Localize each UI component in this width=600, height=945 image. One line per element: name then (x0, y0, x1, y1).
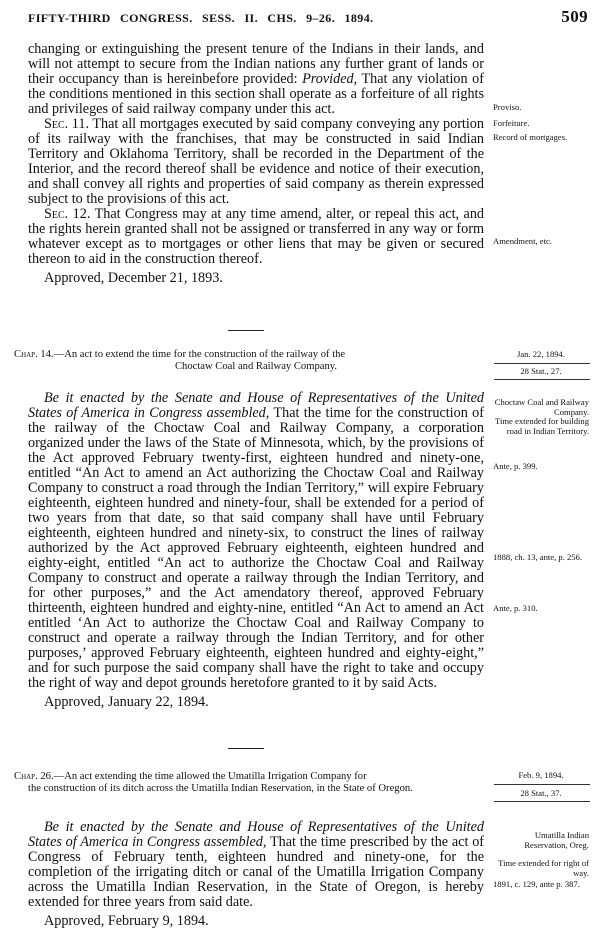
chapter-14-text (28, 391, 484, 710)
margin-date-feb-9: Feb. 9, 1894. (518, 770, 564, 780)
approved-line: Approved, January 22, 1894. (44, 694, 209, 710)
chapter-26-text (28, 820, 484, 929)
margin-rule (494, 801, 590, 802)
margin-note-1888: 1888, ch. 13, ante, p. 256. (493, 552, 583, 562)
chapter-label: Chap. 14. (14, 349, 54, 360)
chapter-label: Chap. 26. (14, 771, 54, 782)
margin-note-choctaw: Choctaw Coal and Railway Company. (494, 397, 589, 417)
margin-note-time-extended: Time extended for building road in Indian Territory. (495, 416, 589, 436)
running-header (28, 7, 588, 27)
enacting-clause: Be it enacted by the Senate and House of Representatives of the United States of America in Congress assembled, (28, 819, 484, 850)
margin-note-umatilla: Umatilla Indian Reservation, Oreg. (524, 830, 589, 850)
section-top-text (28, 42, 484, 286)
margin-note-proviso: Proviso. (493, 102, 522, 112)
chapter-14-heading (14, 349, 484, 372)
margin-statute: 28 Stat., 37. (520, 788, 562, 798)
margin-note-time-extended: Time extended for right of way. (498, 858, 589, 878)
chapter-26-heading (14, 771, 484, 794)
margin-note-ante-399: Ante, p. 399. (493, 461, 538, 471)
page-number: 509 (561, 7, 588, 26)
margin-statute: 28 Stat., 27. (520, 366, 562, 376)
section-divider (228, 330, 264, 331)
provided-word: Provided, (302, 71, 358, 87)
margin-date-jan-22: Jan. 22, 1894. (517, 349, 565, 359)
section-text: That Congress may at any time amend, alter, or repeal this act, and the rights herein granted shall not be assigned or transferred in any way or form whatever except as to mortgages or other liens that may be given or secured thereon to aid in the construction thereof. (28, 206, 485, 267)
section-label: Sec. 11. (44, 116, 90, 132)
margin-note-1891: 1891, c. 129, ante p. 387. (493, 879, 580, 889)
chapter-title-continued: the construction of its ditch across the Umatilla Indian Reservation, in the State of Oregon. (28, 782, 413, 794)
enacting-paragraph (28, 820, 484, 910)
margin-note-record: Record of mortgages. (493, 132, 568, 142)
paragraph-text: That any violation of the conditions mentioned in this section shall operate as a forfeiture of all rights and privileges of said railway company under this act. (28, 71, 484, 117)
section-label: Sec. 12. (44, 206, 91, 222)
chapter-title: —An act extending the time allowed the Umatilla Irrigation Company for (53, 771, 367, 782)
enacting-clause: Be it enacted by the Senate and House of Representatives of the United States of America in Congress assembled, (28, 390, 484, 421)
chapter-title: —An act to extend the time for the construction of the railway of the (53, 349, 346, 360)
paragraph-forfeiture (28, 42, 484, 117)
approved-line: Approved, February 9, 1894. (44, 913, 209, 929)
margin-rule (494, 363, 590, 364)
enacting-paragraph (28, 391, 484, 691)
section-divider (228, 748, 264, 749)
margin-note-amendment: Amendment, etc. (493, 236, 552, 246)
margin-rule (494, 784, 590, 785)
running-head: FIFTY-THIRD CONGRESS. SESS. II. CHS. 9–26. 1894. (28, 11, 374, 25)
margin-rule (494, 379, 590, 380)
act-text: That the time prescribed by the act of Congress of February tenth, eighteen hundred and ninety-one, for the completion of the irrigating ditch or canal of the Umatilla Irrigation Company across the Umatilla Indian Reservation, in the State of Oregon, is hereby extended for three years from said date. (28, 834, 485, 910)
paragraph-text: changing or extinguishing the present tenure of the Indians in their lands, and will not attempt to secure from the Indian nations any further grant of lands or their occupancy than is hereinbefore provided: (28, 41, 484, 87)
margin-note-forfeiture: Forfeiture. (493, 118, 530, 128)
section-text: That all mortgages executed by said company conveying any portion of its railway with the franchises, that may be constructed in said Indian Territory and Oklahoma Territory, shall be recorded in the Department of the Interior, and the record thereof shall be evidence and notice of their execution, and shall convey all rights and properties of said company as therein expressed subject to the provisions of this act. (28, 116, 484, 207)
section-11 (28, 117, 484, 207)
margin-note-ante-310: Ante, p. 310. (493, 603, 538, 613)
act-text: That the time for the construction of the railway of the Choctaw Coal and Railway Company, a corporation organized under the laws of the State of Minnesota, which, by the provisions of the Act approved February twenty-first, eighteen hundred and ninety-one, entitled “An Act to amend an Act authorizing the Choctaw Coal and Railway Company to construct a road through the Indian Territory,” will expire February eighteenth, eighteen hundred and ninety-four, shall be extended for a period of two years from that date, so that said company shall have until February eighteenth, eighteen hundred and ninety-six, to construct the lines of railway authorized by the Act approved February eighteenth, eighteen hundred and eighty-eight, entitled “An act to authorize the Choctaw Coal and Railway Company to construct and operate a railway through the Indian Territory, and for other purposes,” and the Act amendatory thereof, approved February thirteenth, eighteen hundred and eighty-nine, entitled “An Act to amend an Act entitled ‘An Act to authorize the Choctaw Coal and Railway Company to construct and operate a railway through the Indian Territory, and for other purposes,’ approved February eighteenth, eighteen hundred and eighty-eight,” and for such purpose the said company shall have the right to take and occupy the right of way and depot grounds heretofore granted to it by said Acts. (28, 405, 484, 691)
approved-line: Approved, December 21, 1893. (44, 270, 223, 286)
chapter-title-continued: Choctaw Coal and Railway Company. (174, 360, 337, 372)
section-12 (28, 207, 484, 267)
